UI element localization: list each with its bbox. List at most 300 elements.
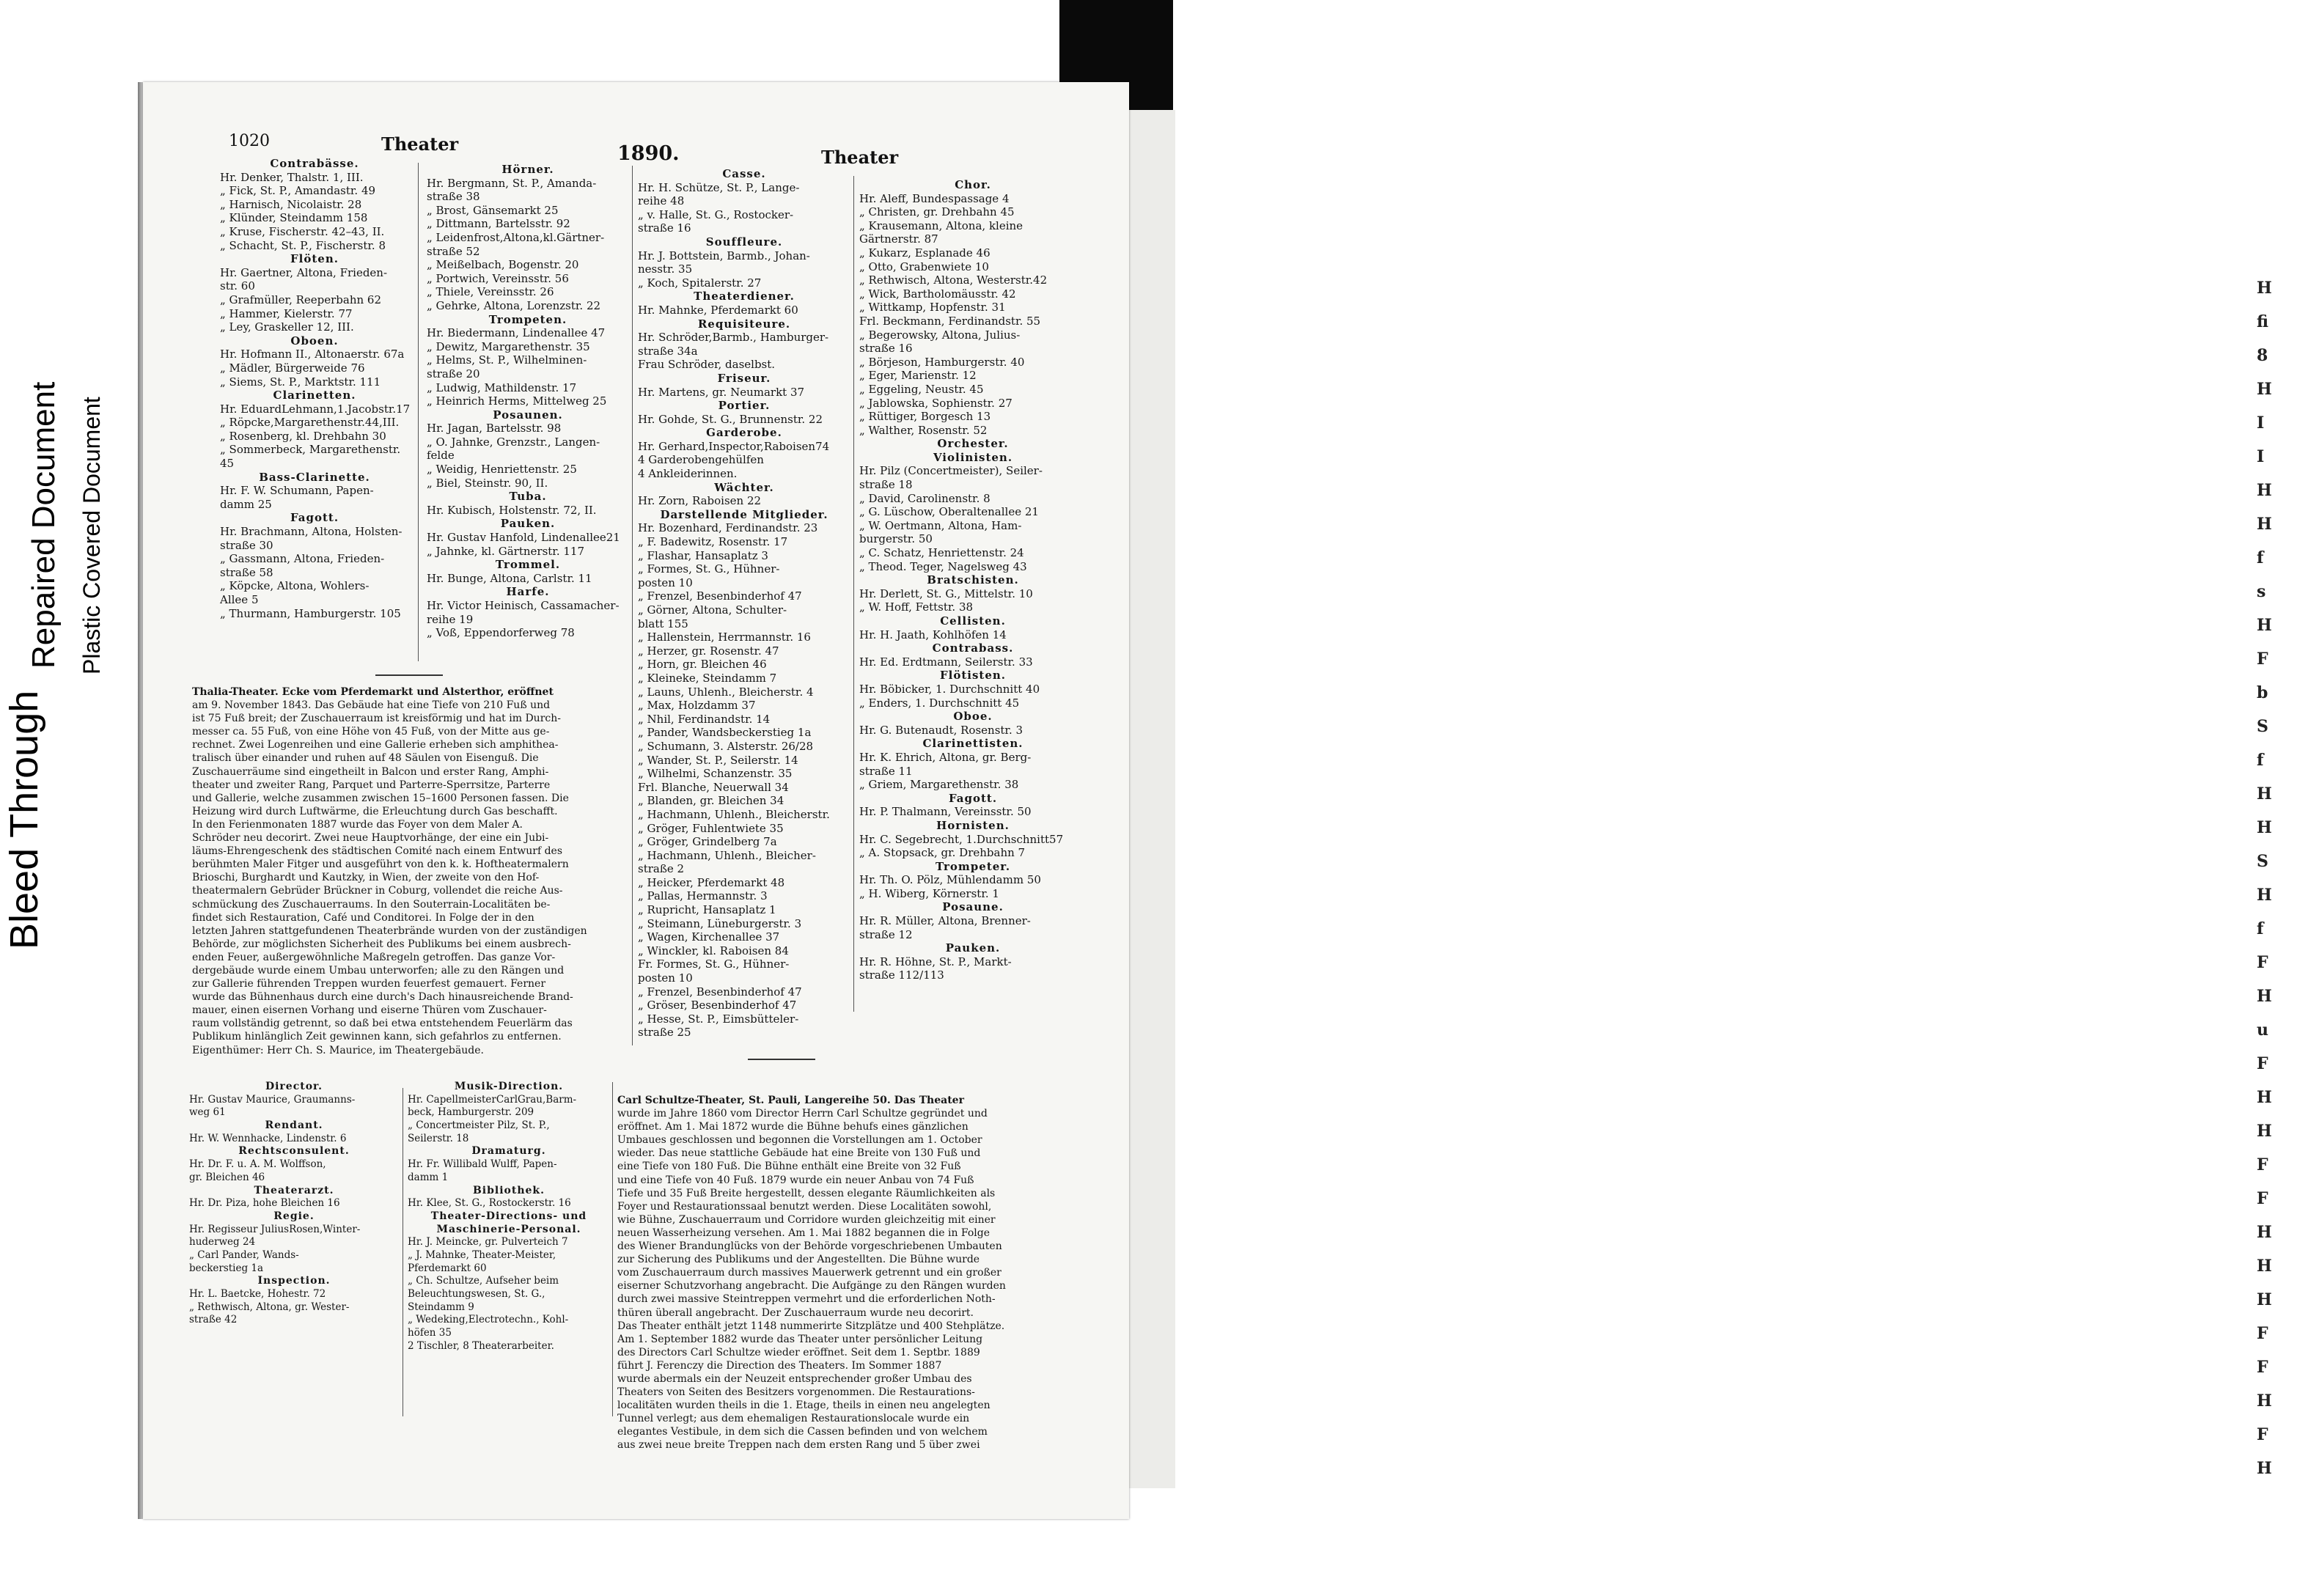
directory-entry: „ Frenzel, Besenbinderhof 47 [638, 985, 802, 999]
strip-fragment: F [2257, 953, 2268, 972]
strip-fragment: f [2257, 548, 2264, 567]
directory-entry: Hr. Jagan, Bartelsstr. 98 [427, 422, 562, 435]
directory-entry: Hr. K. Ehrich, Altona, gr. Berg- [859, 750, 1032, 764]
section-heading: Casse. [722, 167, 766, 180]
directory-entry: „ Hallenstein, Herrmannstr. 16 [638, 630, 811, 644]
strip-fragment: 8 [2257, 346, 2268, 365]
directory-entry: „ Wick, Bartholomäusstr. 42 [859, 287, 1016, 301]
paragraph-line: Brioschi, Burghardt und Kautzky, in Wien, der zweite von den Hof- [192, 872, 540, 884]
section-heading: Rendant. [265, 1119, 323, 1132]
directory-entry: str. 60 [220, 279, 255, 293]
directory-entry: „ Nhil, Ferdinandstr. 14 [638, 712, 771, 726]
staff-entry: beck, Hamburgerstr. 209 [408, 1106, 534, 1119]
paragraph-line: Umbaues geschlossen und begonnen die Vorstellungen am 1. October [617, 1134, 982, 1147]
directory-entry: „ Gröger, Grindelberg 7a [638, 835, 777, 849]
directory-entry: „ Jablowska, Sophienstr. 27 [859, 396, 1012, 410]
paragraph-line: tralisch über einander und ruhen auf 48 Säulen von Eisenguß. Die [192, 752, 539, 765]
directory-entry: „ Ludwig, Mathildenstr. 17 [427, 380, 577, 394]
directory-entry: Hr. Denker, Thalstr. 1, III. [220, 170, 364, 184]
directory-entry: „ Fick, St. P., Amandastr. 49 [220, 184, 376, 198]
paragraph-line: Zuschauerräume sind eingetheilt in Balcon und erster Rang, Amphi- [192, 765, 549, 778]
directory-entry: straße 38 [427, 190, 480, 204]
directory-entry: Hr. Brachmann, Altona, Holsten- [220, 525, 403, 539]
directory-entry: „ Pander, Wandsbeckerstieg 1a [638, 726, 812, 740]
section-heading: Bratschisten. [927, 573, 1019, 587]
section-heading: Darstellende Mitglieder. [660, 507, 828, 521]
directory-entry: Hr. Pilz (Concertmeister), Seiler- [859, 464, 1043, 478]
page-number: 1020 [229, 132, 270, 150]
label-plastic-covered: Plastic Covered Document [78, 397, 105, 674]
thalia-theater-entry [192, 685, 616, 1057]
directory-entry: „ v. Halle, St. G., Rostocker- [638, 207, 794, 221]
column-4-listing [859, 178, 1087, 982]
staff-entry: Hr. Dr. F. u. A. M. Wolffson, [189, 1158, 326, 1171]
staff-entry: gr. Bleichen 46 [189, 1171, 265, 1183]
paragraph-line: ist 75 Fuß breit; der Zuschauerraum ist kreisförmig und hat im Durch- [192, 713, 561, 725]
directory-entry: Hr. J. Bottstein, Barmb., Johan- [638, 249, 810, 262]
directory-entry: straße 30 [220, 538, 273, 552]
strip-fragment: H [2257, 1257, 2272, 1276]
directory-entry: „ Dittmann, Bartelsstr. 92 [427, 217, 570, 231]
section-heading: Clarinetten. [273, 389, 356, 402]
thalia-staff-left [189, 1081, 399, 1327]
directory-entry: „ Kukarz, Esplanade 46 [859, 246, 991, 260]
directory-entry: „ G. Lüschow, Oberaltenallee 21 [859, 505, 1039, 519]
paragraph-line: rechnet. Zwei Logenreihen und eine Gallerie erheben sich amphithea- [192, 739, 559, 751]
directory-entry: Hr. Gustav Hanfold, Lindenallee21 [427, 531, 620, 545]
staff-entry: Hr. W. Wennhacke, Lindenstr. 6 [189, 1132, 347, 1144]
staff-entry: Pferdemarkt 60 [408, 1262, 487, 1274]
directory-entry: Hr. Bozenhard, Ferdinandstr. 23 [638, 521, 818, 535]
directory-entry: Hr. Gerhard,Inspector,Raboisen74 [638, 439, 830, 453]
directory-entry: Hr. H. Jaath, Kohlhöfen 14 [859, 628, 1007, 641]
section-heading: Oboe. [953, 710, 993, 724]
directory-entry: „ Rosenberg, kl. Drehbahn 30 [220, 429, 386, 443]
directory-entry: Hr. Bergmann, St. P., Amanda- [427, 176, 597, 190]
staff-entry: höfen 35 [408, 1327, 452, 1339]
directory-entry: „ Harnisch, Nicolaistr. 28 [220, 197, 362, 211]
directory-entry: straße 16 [638, 221, 691, 235]
strip-fragment: b [2257, 683, 2268, 702]
directory-entry: Hr. Aleff, Bundespassage 4 [859, 191, 1010, 205]
paragraph-line: wurde abermals ein der Neuzeit entsprechender großer Umbau des [617, 1372, 972, 1385]
strip-fragment: H [2257, 279, 2272, 298]
section-rule [748, 1059, 815, 1060]
paragraph-line: findet sich Restauration, Café und Conditorei. In Folge der in den [192, 911, 534, 924]
strip-fragment: H [2257, 784, 2272, 803]
paragraph-line: raum vollständig getrennt, so daß bei etwa entstehendem Feuerlärm das [192, 1018, 573, 1030]
strip-fragment: H [2257, 1223, 2272, 1242]
directory-entry: „ Formes, St. G., Hühner- [638, 562, 780, 576]
directory-entry: „ A. Stopsack, gr. Drehbahn 7 [859, 846, 1026, 860]
paragraph-line: Thalia-Theater. Ecke vom Pferdemarkt und Alsterthor, eröffnet [192, 686, 554, 698]
directory-entry: „ Portwich, Vereinsstr. 56 [427, 271, 569, 285]
column-divider [612, 1082, 613, 1416]
column-divider [418, 163, 419, 661]
paragraph-line: führt J. Ferenczy die Direction des Theaters. Im Sommer 1887 [617, 1359, 942, 1372]
label-bleed-through: Bleed Through [2, 690, 46, 949]
directory-entry: Hr. Biedermann, Lindenallee 47 [427, 326, 606, 340]
directory-entry: „ Jahnke, kl. Gärtnerstr. 117 [427, 544, 584, 558]
staff-entry: Hr. Gustav Maurice, Graumanns- [189, 1093, 356, 1106]
directory-entry: „ Weidig, Henriettenstr. 25 [427, 463, 577, 477]
section-heading: Souffleure. [705, 235, 783, 249]
column-1-listing [220, 157, 409, 620]
section-heading: Regie. [273, 1210, 315, 1222]
directory-entry: „ Hesse, St. P., Eimsbütteler- [638, 1012, 799, 1026]
section-heading: Orchester. [937, 437, 1009, 451]
paragraph-line: des Directors Carl Schultze wieder eröffnet. Seit dem 1. Septbr. 1889 [617, 1346, 980, 1358]
paragraph-line: vom Zuschauerraum durch massives Mauerwerk getrennt und ein großer [617, 1267, 1002, 1279]
staff-entry: „ Concertmeister Pilz, St. P., [408, 1119, 550, 1132]
strip-fragment: H [2257, 481, 2272, 500]
section-heading: Trommel. [495, 558, 561, 572]
directory-entry: Allee 5 [220, 593, 259, 606]
directory-entry: „ Wittkamp, Hopfenstr. 31 [859, 301, 1006, 315]
strip-fragment: H [2257, 1391, 2272, 1411]
section-heading: Maschinerie-Personal. [436, 1223, 581, 1235]
strip-fragment: f [2257, 919, 2264, 938]
directory-entry: „ Schacht, St. P., Fischerstr. 8 [220, 238, 386, 252]
directory-entry: Hr. Derlett, St. G., Mittelstr. 10 [859, 586, 1033, 600]
section-heading: Pauken. [945, 941, 1001, 955]
strip-fragment: H [2257, 1459, 2272, 1478]
thalia-staff-right [408, 1081, 610, 1353]
column-2-listing [427, 163, 629, 640]
directory-entry: „ Röpcke,Margarethenstr.44,III. [220, 416, 400, 430]
staff-entry: huderweg 24 [189, 1236, 256, 1249]
directory-entry: Hr. H. Schütze, St. P., Lange- [638, 180, 800, 194]
directory-entry: „ C. Schatz, Henriettenstr. 24 [859, 546, 1024, 560]
paragraph-line: dergebäude wurde einem Umbau unterworfen; alle zu den Rängen und [192, 964, 565, 977]
staff-entry: Beleuchtungswesen, St. G., [408, 1288, 545, 1300]
paragraph-line: theater und zweiter Rang, Parquet und Parterre-Sperrsitze, Parterre [192, 779, 551, 791]
staff-entry: beckerstieg 1a [189, 1262, 264, 1274]
directory-entry: „ Christen, gr. Drehbahn 45 [859, 205, 1015, 219]
directory-entry: „ Thiele, Vereinsstr. 26 [427, 285, 554, 299]
paragraph-line: berühmten Maler Fitger und ausgeführt von den k. k. Hoftheatermalern [192, 858, 569, 871]
directory-entry: felde [427, 449, 455, 463]
section-heading: Garderobe. [706, 426, 782, 440]
directory-entry: 45 [220, 457, 235, 471]
directory-entry: straße 11 [859, 764, 913, 778]
directory-entry: „ Hachmann, Uhlenh., Bleicherstr. [638, 807, 830, 821]
strip-fragment: I [2257, 447, 2265, 466]
paragraph-line: letzten Jahren stattgefundenen Theaterbrände wurden von der zuständigen [192, 924, 587, 937]
paragraph-line: neuen Wasserheizung versehen. Am 1. Mai 1882 begannen die in Folge [617, 1227, 991, 1239]
directory-entry: „ Heicker, Pferdemarkt 48 [638, 875, 785, 889]
staff-entry: straße 42 [189, 1314, 238, 1326]
directory-entry: „ Dewitz, Margarethenstr. 35 [427, 339, 590, 353]
section-heading: Inspection. [257, 1275, 331, 1287]
strip-fragment: F [2257, 1054, 2268, 1073]
directory-entry: „ O. Jahnke, Grenzstr., Langen- [427, 435, 600, 449]
directory-entry: „ Pallas, Hermannstr. 3 [638, 889, 768, 903]
strip-fragment: f [2257, 751, 2264, 770]
directory-entry: „ Max, Holzdamm 37 [638, 699, 756, 713]
strip-fragment: fi [2257, 312, 2268, 331]
paragraph-line: enden Feuer, außergewöhnliche Maßregeln getroffen. Das ganze Vor- [192, 951, 556, 963]
directory-entry: „ David, Carolinenstr. 8 [859, 491, 991, 505]
directory-entry: „ Koch, Spitalerstr. 27 [638, 276, 762, 290]
section-heading: Posaune. [942, 900, 1004, 914]
section-heading: Trompeter. [935, 859, 1011, 873]
paragraph-line: Heizung wird durch Luftwärme, die Erleuchtung durch Gas beschafft. [192, 805, 558, 817]
directory-entry: Hr. Mahnke, Pferdemarkt 60 [638, 303, 798, 317]
strip-fragment: S [2257, 717, 2268, 736]
directory-entry: „ Herzer, gr. Rosenstr. 47 [638, 644, 779, 658]
staff-entry: Hr. Fr. Willibald Wulff, Papen- [408, 1158, 557, 1171]
directory-entry: „ Eggeling, Neustr. 45 [859, 382, 984, 396]
directory-entry: Hr. Böbicker, 1. Durchschnitt 40 [859, 682, 1040, 696]
directory-entry: „ Ley, Graskeller 12, III. [220, 320, 354, 334]
directory-entry: „ Rüttiger, Borgesch 13 [859, 410, 991, 424]
paragraph-line: Tiefe und 35 Fuß Breite hergestellt, dessen elegante Räumlichkeiten als [617, 1187, 996, 1199]
label-repaired-document: Repaired Document [26, 381, 62, 669]
directory-entry: Hr. R. Müller, Altona, Brenner- [859, 914, 1031, 928]
section-heading: Flötisten. [939, 669, 1007, 683]
directory-entry: Hr. Gaertner, Altona, Frieden- [220, 265, 388, 279]
directory-entry: „ Winckler, kl. Raboisen 84 [638, 944, 789, 957]
staff-entry: Hr. L. Baetcke, Hohestr. 72 [189, 1288, 326, 1300]
paragraph-line: zur Sicherung des Publikums und der Angestellten. Die Bühne wurde [617, 1254, 980, 1266]
column-3-listing [638, 167, 850, 1040]
directory-entry: „ Sommerbeck, Margarethenstr. [220, 443, 401, 457]
paragraph-line: eine Tiefe von 180 Fuß. Die Bühne enthält eine Breite von 32 Fuß [617, 1161, 961, 1173]
directory-entry: „ Helms, St. P., Wilhelminen- [427, 353, 587, 367]
directory-entry: Hr. C. Segebrecht, 1.Durchschnitt57 [859, 832, 1064, 846]
strip-fragment: H [2257, 886, 2272, 905]
directory-entry: Hr. Victor Heinisch, Cassamacher- [427, 599, 620, 612]
strip-fragment: H [2257, 380, 2272, 399]
section-heading: Theaterdiener. [694, 290, 795, 304]
paragraph-line: läums-Ehrengeschenk des städtischen Comité nach einem Entwurf des [192, 845, 563, 858]
directory-entry: „ Hachmann, Uhlenh., Bleicher- [638, 848, 816, 862]
directory-entry: straße 25 [638, 1026, 691, 1040]
staff-entry: Hr. Dr. Piza, hohe Bleichen 16 [189, 1197, 340, 1210]
strip-fragment: H [2257, 987, 2272, 1006]
paragraph-line: Behörde, zur möglichsten Sicherheit des Publikums bei einem ausbrech- [192, 938, 571, 950]
strip-fragment: F [2257, 1324, 2268, 1343]
staff-entry: damm 1 [408, 1171, 449, 1183]
directory-entry: Frl. Beckmann, Ferdinandstr. 55 [859, 314, 1041, 328]
directory-entry: reihe 19 [427, 612, 474, 626]
directory-entry: straße 2 [638, 862, 685, 876]
directory-entry: Hr. P. Thalmann, Vereinsstr. 50 [859, 805, 1032, 819]
paragraph-line: zur Gallerie führenden Treppen wurden feuerfest gemauert. Ferner [192, 978, 546, 990]
paragraph-line: eröffnet. Am 1. Mai 1872 wurde die Bühne behufs eines gänzlichen [617, 1121, 969, 1133]
directory-entry: „ Gröser, Besenbinderhof 47 [638, 999, 797, 1012]
directory-entry: „ Meißelbach, Bogenstr. 20 [427, 258, 579, 272]
staff-entry: Seilerstr. 18 [408, 1132, 469, 1144]
directory-entry: Hr. Gohde, St. G., Brunnenstr. 22 [638, 412, 823, 426]
directory-entry: posten 10 [638, 575, 693, 589]
directory-entry: „ Börjeson, Hamburgerstr. 40 [859, 355, 1025, 369]
section-heading: Portier. [718, 399, 771, 413]
strip-fragment: F [2257, 1189, 2268, 1208]
paragraph-line: thüren überall angebracht. Der Zuschauerraum wurde neu decorirt. [617, 1306, 974, 1319]
directory-entry: burgerstr. 50 [859, 532, 933, 546]
directory-entry: „ Leidenfrost,Altona,kl.Gärtner- [427, 230, 605, 244]
staff-entry: Hr. Klee, St. G., Rostockerstr. 16 [408, 1197, 571, 1210]
section-heading: Rechtsconsulent. [238, 1145, 350, 1158]
section-heading: Violinisten. [933, 450, 1013, 464]
section-heading: Dramaturg. [471, 1145, 546, 1158]
directory-entry: „ Biel, Steinstr. 90, II. [427, 476, 548, 490]
directory-entry: 4 Ankleiderinnen. [638, 467, 738, 481]
directory-entry: „ Gehrke, Altona, Lorenzstr. 22 [427, 298, 601, 312]
strip-fragment: F [2257, 1425, 2268, 1444]
directory-entry: Fr. Formes, St. G., Hühner- [638, 957, 790, 971]
directory-entry: nesstr. 35 [638, 262, 693, 276]
directory-entry: „ Siems, St. P., Marktstr. 111 [220, 375, 381, 389]
section-heading: Clarinettisten. [922, 737, 1023, 751]
running-head-right: Theater [821, 147, 899, 168]
section-heading: Musik-Direction. [454, 1081, 564, 1092]
directory-entry: „ Görner, Altona, Schulter- [638, 603, 787, 617]
strip-fragment: I [2257, 413, 2265, 433]
strip-fragment: u [2257, 1021, 2268, 1040]
section-heading: Director. [265, 1081, 323, 1092]
paragraph-line: elegantes Vestibule, in dem sich die Cassen befinden und von welchem [617, 1426, 988, 1438]
section-heading: Contrabass. [932, 641, 1014, 655]
column-divider [632, 166, 633, 1045]
directory-entry: straße 52 [427, 244, 480, 258]
directory-entry: „ Rupricht, Hansaplatz 1 [638, 903, 776, 917]
section-heading: Contrabässe. [270, 157, 359, 170]
section-heading: Hörner. [501, 163, 554, 176]
directory-entry: „ Hammer, Kielerstr. 77 [220, 306, 353, 320]
directory-entry: straße 12 [859, 927, 913, 941]
paragraph-line: wurde im Jahre 1860 vom Director Herrn Carl Schultze gegründet und [617, 1108, 988, 1120]
directory-entry: Hr. G. Butenaudt, Rosenstr. 3 [859, 723, 1023, 737]
directory-entry: straße 16 [859, 342, 913, 356]
section-heading: Fagott. [948, 791, 998, 805]
section-heading: Cellisten. [940, 614, 1006, 628]
directory-entry: „ Kleineke, Steindamm 7 [638, 671, 777, 685]
directory-entry: straße 58 [220, 565, 273, 579]
staff-entry: Hr. Regisseur JuliusRosen,Winter- [189, 1223, 361, 1235]
staff-entry: weg 61 [189, 1106, 226, 1119]
directory-entry: „ Kruse, Fischerstr. 42–43, II. [220, 224, 385, 238]
running-head-year: 1890. [617, 142, 680, 165]
paragraph-line: Foyer und Restaurationssaal benutzt werden. Diese Localitäten sowohl, [617, 1200, 992, 1213]
directory-entry: „ Frenzel, Besenbinderhof 47 [638, 589, 802, 603]
adjacent-page-strip [1122, 110, 2272, 1488]
paragraph-line: Carl Schultze-Theater, St. Pauli, Langereihe 50. Das Theater [617, 1095, 964, 1106]
paragraph-line: wieder. Das neue stattliche Gebäude hat eine Breite von 130 Fuß und [617, 1147, 981, 1160]
staff-entry: Hr. CapellmeisterCarlGrau,Barm- [408, 1093, 577, 1106]
directory-entry: straße 112/113 [859, 968, 944, 982]
directory-entry: „ Heinrich Herms, Mittelweg 25 [427, 394, 607, 408]
section-heading: Hornisten. [936, 818, 1010, 832]
section-heading: Wächter. [714, 480, 774, 494]
directory-entry: 4 Garderobengehülfen [638, 453, 764, 467]
strip-fragment: S [2257, 852, 2268, 871]
staff-entry: „ Ch. Schultze, Aufseher beim [408, 1275, 559, 1287]
directory-entry: Hr. Th. O. Pölz, Mühlendamm 50 [859, 873, 1041, 887]
staff-entry: Hr. J. Meincke, gr. Pulverteich 7 [408, 1236, 568, 1249]
directory-entry: blatt 155 [638, 617, 688, 630]
directory-entry: Hr. Bunge, Altona, Carlstr. 11 [427, 571, 592, 585]
directory-entry: Hr. F. W. Schumann, Papen- [220, 484, 374, 498]
paragraph-line: In den Ferienmonaten 1887 wurde das Foyer von dem Maler A. [192, 818, 523, 831]
section-heading: Trompeten. [488, 312, 567, 326]
directory-entry: Hr. R. Höhne, St. P., Markt- [859, 955, 1012, 968]
strip-fragment: H [2257, 616, 2272, 635]
section-heading: Chor. [955, 178, 991, 191]
directory-entry: „ Krausemann, Altona, kleine [859, 218, 1023, 232]
directory-entry: straße 20 [427, 367, 480, 380]
directory-entry: „ Flashar, Hansaplatz 3 [638, 548, 768, 562]
section-heading: Pauken. [500, 517, 556, 531]
directory-entry: Hr. Ed. Erdtmann, Seilerstr. 33 [859, 655, 1033, 669]
paragraph-line: Schröder neu decorirt. Zwei neue Hauptvorhänge, der eine ein Jubi- [192, 832, 549, 845]
paragraph-line: eiserner Schutzvorhang angebracht. Die Aufgänge zu den Rängen wurden [617, 1280, 1006, 1292]
paragraph-line: Publikum hinlänglich Zeit gewinnen kann, sich gefahrlos zu entfernen. [192, 1031, 562, 1043]
directory-entry: Hr. EduardLehmann,1.Jacobstr.17 [220, 402, 411, 416]
section-heading: Requisiteure. [697, 317, 791, 331]
directory-entry: „ Steimann, Lüneburgerstr. 3 [638, 916, 802, 930]
section-heading: Fagott. [290, 511, 339, 525]
paragraph-line: Theaters von Seiten des Besitzers vorgenommen. Die Restaurations- [617, 1386, 975, 1399]
directory-entry: „ Blanden, gr. Bleichen 34 [638, 794, 784, 808]
directory-entry: „ F. Badewitz, Rosenstr. 17 [638, 535, 788, 549]
carl-schultze-theater-entry [617, 1094, 1043, 1452]
directory-entry: „ H. Wiberg, Körnerstr. 1 [859, 886, 999, 900]
paragraph-line: Eigenthümer: Herr Ch. S. Maurice, im Theatergebäude. [192, 1044, 484, 1056]
strip-fragment: H [2257, 1122, 2272, 1141]
directory-entry: Frl. Blanche, Neuerwall 34 [638, 780, 789, 794]
directory-entry: „ Voß, Eppendorferweg 78 [427, 626, 575, 640]
directory-entry: „ Wilhelmi, Schanzenstr. 35 [638, 767, 793, 781]
directory-entry: Gärtnerstr. 87 [859, 232, 938, 246]
paragraph-line: wie Bühne, Zuschauerraum und Corridore wurden gleichzeitig mit einer [617, 1213, 996, 1226]
directory-entry: „ Horn, gr. Bleichen 46 [638, 658, 767, 672]
directory-entry: „ Thurmann, Hamburgerstr. 105 [220, 606, 401, 620]
paragraph-line: Am 1. September 1882 wurde das Theater unter persönlicher Leitung [617, 1333, 983, 1345]
paragraph-line: Das Theater enthält jetzt 1148 nummerirte Sitzplätze und 400 Stehplätze. [617, 1320, 1005, 1332]
directory-entry: „ Grafmüller, Reeperbahn 62 [220, 293, 382, 306]
directory-entry: „ W. Oertmann, Altona, Ham- [859, 518, 1022, 532]
section-heading: Harfe. [506, 585, 550, 599]
strip-fragment: H [2257, 818, 2272, 837]
directory-entry: „ Wander, St. P., Seilerstr. 14 [638, 753, 798, 767]
directory-entry: reihe 48 [638, 194, 685, 208]
paragraph-line: theatermalern Gebrüder Brückner in Coburg, vollendet die reiche Aus- [192, 885, 563, 897]
staff-entry: 2 Tischler, 8 Theaterarbeiter. [408, 1339, 554, 1352]
staff-entry: „ Rethwisch, Altona, gr. Wester- [189, 1301, 350, 1313]
paragraph-line: des Wiener Brandunglücks von der Behörde vorgeschriebenen Umbauten [617, 1240, 1002, 1253]
directory-entry: Hr. Hofmann II., Altonaerstr. 67a [220, 347, 405, 361]
strip-fragment: F [2257, 650, 2268, 669]
directory-entry: straße 18 [859, 478, 913, 492]
directory-entry: „ Brost, Gänsemarkt 25 [427, 203, 559, 217]
paragraph-line: aus zwei neue breite Treppen nach dem ersten Rang und 5 über zwei [617, 1439, 980, 1452]
section-heading: Friseur. [717, 371, 771, 385]
section-heading: Tuba. [509, 490, 547, 504]
section-rule [375, 674, 443, 676]
directory-entry: „ Schumann, 3. Alsterstr. 26/28 [638, 739, 814, 753]
strip-fragment: H [2257, 1290, 2272, 1309]
directory-entry: „ Begerowsky, Altona, Julius- [859, 328, 1021, 342]
directory-entry: straße 34a [638, 344, 698, 358]
paragraph-line: wurde das Bühnenhaus durch eine durch's Dach hinausreichende Brand- [192, 991, 573, 1004]
directory-entry: Hr. Martens, gr. Neumarkt 37 [638, 385, 805, 399]
directory-entry: „ Klünder, Steindamm 158 [220, 211, 368, 225]
strip-fragment: F [2257, 1155, 2268, 1174]
section-heading: Bibliothek. [472, 1184, 545, 1196]
